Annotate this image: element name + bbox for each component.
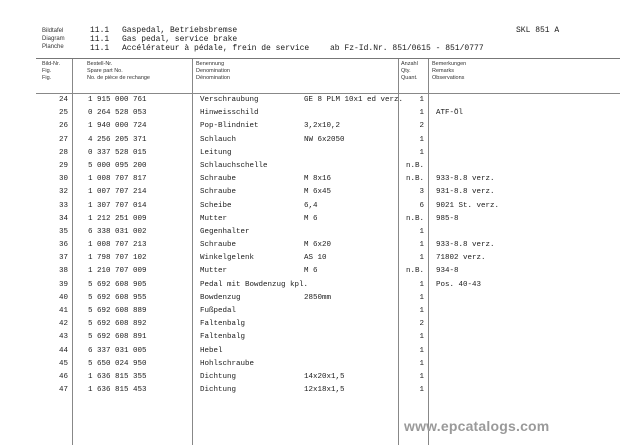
table-row [36,147,620,160]
section-number-en: 11.1 [90,35,110,44]
description: Schraube [200,175,237,184]
title-fr: Accélérateur à pédale, frein de service [122,44,310,53]
description: Scheibe [200,201,232,210]
part-number: 1 212 251 009 [88,214,147,223]
quantity: 1 [419,386,424,395]
column-header-desc-de: Benennung [196,61,225,67]
specification: M 6x45 [304,188,332,197]
part-number: 5 000 095 200 [88,161,147,170]
quantity: 1 [419,359,424,368]
description: Gegenhalter [200,227,250,236]
quantity: 1 [419,307,424,315]
specification: M 6x20 [304,241,332,250]
figure-number: 30 [58,175,68,184]
remarks: 933-8.8 verz. [436,241,495,250]
column-header-desc-fr: Dénomination [196,75,230,81]
figure-number: 25 [58,109,68,118]
quantity: 1 [419,148,424,157]
figure-number: 24 [58,96,68,104]
figure-number: 29 [58,161,68,170]
table-row [36,358,620,371]
column-header-part-de: Bestell-Nr. [87,61,113,67]
quantity: 1 [419,333,424,342]
part-number: 1 636 815 453 [88,386,147,395]
title-de: Gaspedal, Betriebsbremse [122,26,238,35]
figure-number: 33 [58,201,68,210]
figure-number: 46 [58,372,68,381]
description: Leitung [200,148,232,157]
quantity: n.B. [405,175,424,184]
part-number: 5 692 608 891 [88,333,147,342]
table-row [36,239,620,252]
part-number: 0 264 528 053 [88,109,147,118]
column-header-qty-fr: Quant. [401,75,418,81]
table-row [36,371,620,384]
description: Bowdenzug [200,293,241,302]
table-row [36,252,620,265]
table-row [36,265,620,278]
table-row [36,120,620,133]
specification: M 8x16 [304,175,332,184]
table-row [36,173,620,186]
section-number-de: 11.1 [90,26,110,35]
figure-number: 36 [58,241,68,250]
figure-number: 34 [58,214,68,223]
quantity: 1 [419,241,424,250]
remarks: 71802 verz. [436,254,486,263]
table-row [36,331,620,344]
description: Faltenbalg [200,333,246,342]
quantity: n.B. [405,161,424,170]
part-number: 1 940 000 724 [88,122,147,131]
document-code: SKL 851 A [516,26,560,35]
column-header-part [87,61,150,82]
table-row [36,292,620,305]
column-header-desc [196,61,230,82]
description: Mutter [200,214,228,223]
remarks: Pos. 40-43 [436,280,482,289]
figure-number: 42 [58,320,68,329]
part-number: 1 636 815 355 [88,372,147,381]
description: Fußpedal [200,307,237,315]
figure-number: 35 [58,227,68,236]
description: Schlauch [200,135,237,144]
quantity: n.B. [405,267,424,276]
part-number: 5 692 608 892 [88,320,147,329]
part-number: 1 210 707 009 [88,267,147,276]
quantity: 6 [419,201,424,210]
table-row [36,186,620,199]
specification: 3,2x10,2 [304,122,341,131]
parts-table-body [36,94,620,397]
description: Hebel [200,346,223,355]
quantity: 1 [419,96,424,104]
figure-number: 26 [58,122,68,131]
quantity: 1 [419,346,424,355]
section-number-fr: 11.1 [90,44,110,53]
table-row [36,134,620,147]
specification: M 6 [304,214,318,223]
quantity: 1 [419,293,424,302]
table-row [36,345,620,358]
description: Hohlschraube [200,359,255,368]
figure-number: 40 [58,293,68,302]
table-row [36,213,620,226]
column-header-qty-de: Anzahl [401,61,418,67]
specification: 14x20x1,5 [304,372,345,381]
figure-number: 28 [58,148,68,157]
quantity: 3 [419,188,424,197]
table-row [36,94,620,107]
part-number: 1 798 707 102 [88,254,147,263]
table-row [36,384,620,397]
part-number: 4 256 205 371 [88,135,147,144]
column-header-fig-de: Bild-Nr. [42,61,61,67]
figure-number: 45 [58,359,68,368]
quantity: 2 [419,122,424,131]
part-number: 1 008 707 817 [88,175,147,184]
quantity: 1 [419,280,424,289]
quantity: 1 [419,372,424,381]
figure-number: 27 [58,135,68,144]
figure-number: 37 [58,254,68,263]
description: Mutter [200,267,228,276]
column-header-remarks-de: Bemerkungen [432,61,467,67]
part-number: 1 008 707 213 [88,241,147,250]
label-diagram: Diagram [42,36,65,42]
column-header-fig [42,61,60,82]
figure-number: 41 [58,307,68,315]
description: Winkelgelenk [200,254,255,263]
remarks: 934-8 [436,267,459,276]
part-number: 5 692 608 955 [88,293,147,302]
description: Dichtung [200,372,237,381]
column-header-qty [401,61,418,82]
figure-number: 43 [58,333,68,342]
specification: 12x18x1,5 [304,386,345,395]
part-number: 1 307 707 014 [88,201,147,210]
table-row [36,279,620,292]
part-number: 6 337 031 005 [88,346,147,355]
figure-number: 44 [58,346,68,355]
quantity: n.B. [405,214,424,223]
column-header-part-fr: No. de pièce de rechange [87,75,150,81]
description: Schlauchschelle [200,161,268,170]
figure-number: 32 [58,188,68,197]
column-header-fig-en: Fig. [42,68,52,74]
description: Verschraubung [200,96,259,104]
specification: 6,4 [304,201,318,210]
table-row [36,305,620,318]
table-row [36,107,620,120]
remarks: ATF-Öl [436,109,464,118]
table-row [36,226,620,239]
part-number: 5 650 024 950 [88,359,147,368]
part-number: 1 007 707 214 [88,188,147,197]
description: Dichtung [200,386,237,395]
description: Pedal mit Bowdenzug kpl. [200,280,309,289]
column-header-remarks-fr: Observations [432,75,465,81]
quantity: 1 [419,109,424,118]
figure-number: 47 [58,386,68,395]
part-number: 0 337 528 015 [88,148,147,157]
column-header-remarks [432,61,466,82]
description: Schraube [200,241,237,250]
description: Hinweisschild [200,109,259,118]
part-number: 6 338 031 002 [88,227,147,236]
remarks: 933-8.8 verz. [436,175,495,184]
description: Faltenbalg [200,320,246,329]
quantity: 1 [419,254,424,263]
remarks: 931-8.8 verz. [436,188,495,197]
figure-number: 39 [58,280,68,289]
table-row [36,318,620,331]
part-number: 5 692 608 889 [88,307,147,315]
vehicle-id-range: ab Fz-Id.Nr. 851/0615 - 851/0777 [330,44,484,53]
quantity: 1 [419,227,424,236]
column-header-fig-fr: Fig. [42,75,52,81]
column-header-part-en: Spare part No. [87,68,123,74]
label-planche: Planche [42,44,64,50]
table-row [36,200,620,213]
part-number: 5 692 608 905 [88,280,147,289]
part-number: 1 915 000 761 [88,96,147,104]
column-header-desc-en: Denomination [196,68,230,74]
specification: 2850mm [304,293,332,302]
quantity: 1 [419,135,424,144]
specification: AS 10 [304,254,327,263]
remarks: 9021 St. verz. [436,201,500,210]
figure-number: 38 [58,267,68,276]
title-en: Gas pedal, service brake [122,35,238,44]
column-header-remarks-en: Remarks [432,68,455,74]
specification: NW 6x2050 [304,135,345,144]
column-header-qty-en: Qty. [401,68,411,74]
quantity: 2 [419,320,424,329]
remarks: 985-8 [436,214,459,223]
specification: M 6 [304,267,318,276]
description: Schraube [200,188,237,197]
description: Pop-Blindniet [200,122,259,131]
watermark: www.epcatalogs.com [404,418,550,434]
specification: GE 8 PLM 10x1 ed verz. [304,96,404,104]
label-bildtafel: Bildtafel [42,28,64,34]
table-row [36,160,620,173]
